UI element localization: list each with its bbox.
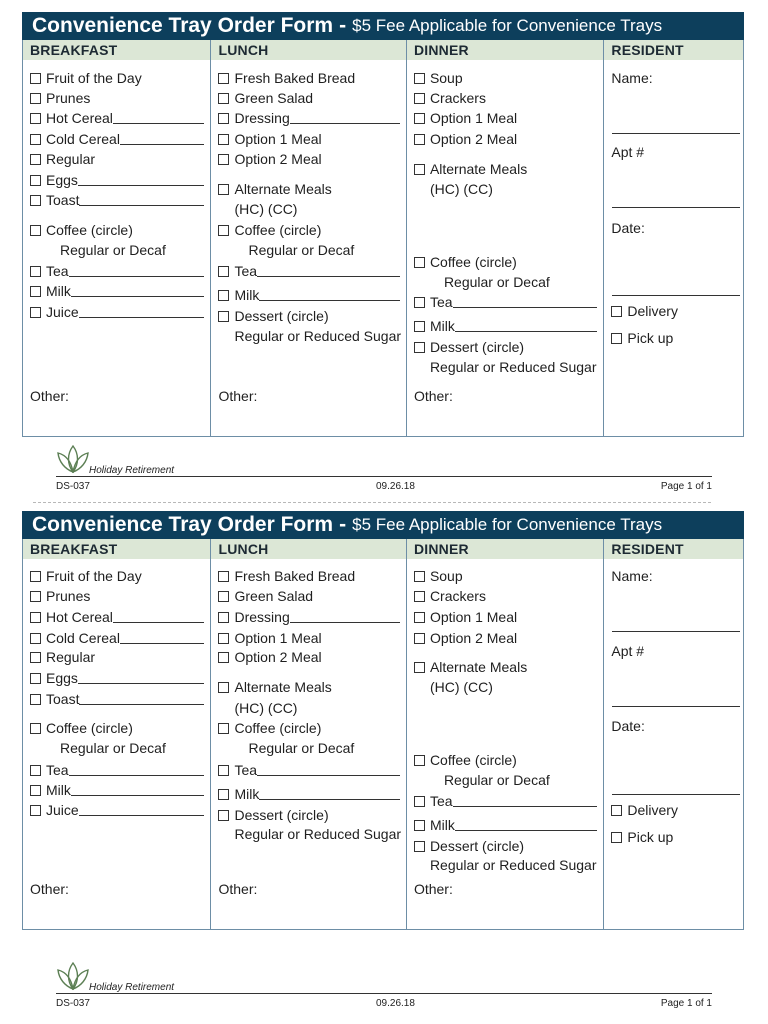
name-line[interactable] bbox=[612, 631, 740, 632]
page-number: Page 1 of 1 bbox=[660, 481, 712, 492]
lunch-coffee-options[interactable]: Regular or Decaf bbox=[248, 740, 355, 756]
lunch-column bbox=[211, 539, 406, 929]
lunch-salad-item[interactable]: Green Salad bbox=[218, 588, 399, 605]
dinner-dessert-options[interactable]: Regular or Reduced Sugar bbox=[429, 359, 597, 375]
lunch-other-label[interactable]: Other: bbox=[218, 388, 258, 404]
lotus-logo-icon bbox=[56, 961, 90, 993]
lunch-alternate-item[interactable]: Alternate Meals bbox=[218, 181, 399, 198]
breakfast-tea-item[interactable]: Tea bbox=[30, 762, 204, 779]
checkbox[interactable] bbox=[414, 820, 425, 831]
checkbox[interactable] bbox=[30, 225, 41, 236]
checkbox[interactable] bbox=[30, 307, 41, 318]
checkbox[interactable] bbox=[30, 591, 41, 602]
lunch-option2-item[interactable]: Option 2 Meal bbox=[218, 649, 399, 666]
apt-line[interactable] bbox=[612, 706, 740, 707]
checkbox[interactable] bbox=[30, 266, 41, 277]
resident-header: RESIDENT bbox=[604, 539, 743, 559]
checkbox[interactable] bbox=[414, 257, 425, 268]
resident-date-label: Date: bbox=[611, 220, 645, 236]
dinner-coffee-item[interactable]: Coffee (circle) bbox=[414, 254, 597, 271]
checkbox[interactable] bbox=[218, 652, 229, 663]
checkbox[interactable] bbox=[218, 266, 229, 277]
checkbox[interactable] bbox=[30, 673, 41, 684]
lunch-alternate-options[interactable]: (HC) (CC) bbox=[234, 700, 298, 716]
cut-line bbox=[33, 502, 711, 503]
checkbox[interactable] bbox=[218, 571, 229, 582]
checkbox[interactable] bbox=[414, 134, 425, 145]
fee-notice: $5 Fee Applicable for Convenience Trays bbox=[352, 515, 663, 534]
dinner-coffee-options[interactable]: Regular or Decaf bbox=[443, 274, 550, 290]
form-title: Convenience Tray Order Form bbox=[32, 14, 334, 37]
date-line[interactable] bbox=[612, 794, 740, 795]
write-in-line[interactable] bbox=[257, 275, 400, 277]
dinner-dessert-options[interactable]: Regular or Reduced Sugar bbox=[429, 857, 597, 873]
breakfast-eggs-item[interactable]: Eggs bbox=[30, 670, 204, 687]
write-in-line[interactable] bbox=[79, 703, 204, 705]
order-form-2 bbox=[22, 511, 744, 930]
write-in-line[interactable] bbox=[78, 682, 205, 684]
checkbox[interactable] bbox=[218, 184, 229, 195]
checkbox[interactable] bbox=[30, 73, 41, 84]
fee-notice: $5 Fee Applicable for Convenience Trays bbox=[352, 16, 663, 35]
checkbox[interactable] bbox=[30, 154, 41, 165]
lunch-dressing-item[interactable]: Dressing bbox=[218, 110, 399, 127]
checkbox[interactable] bbox=[30, 571, 41, 582]
lunch-alternate-options[interactable]: (HC) (CC) bbox=[234, 201, 298, 217]
revision-date: 09.26.18 bbox=[376, 481, 415, 492]
dinner-option2-item[interactable]: Option 2 Meal bbox=[414, 630, 597, 647]
write-in-line[interactable] bbox=[257, 774, 400, 776]
checkbox[interactable] bbox=[611, 832, 622, 843]
checkbox[interactable] bbox=[30, 694, 41, 705]
apt-line[interactable] bbox=[612, 207, 740, 208]
write-in-line[interactable] bbox=[71, 794, 205, 796]
brand-name: Holiday Retirement bbox=[89, 465, 175, 476]
dinner-soup-item[interactable]: Soup bbox=[414, 568, 597, 585]
write-in-line[interactable] bbox=[290, 621, 400, 623]
lunch-header: LUNCH bbox=[211, 40, 405, 60]
checkbox[interactable] bbox=[414, 571, 425, 582]
write-in-line[interactable] bbox=[120, 642, 205, 644]
breakfast-hot-cereal-item[interactable]: Hot Cereal bbox=[30, 110, 204, 127]
checkbox[interactable] bbox=[30, 805, 41, 816]
write-in-line[interactable] bbox=[455, 829, 598, 831]
breakfast-cold-cereal-item[interactable]: Cold Cereal bbox=[30, 131, 204, 148]
breakfast-milk-item[interactable]: Milk bbox=[30, 782, 204, 799]
resident-name-label: Name: bbox=[611, 70, 653, 86]
dinner-column bbox=[407, 40, 604, 436]
lunch-column bbox=[211, 40, 406, 436]
delivery-option[interactable]: Delivery bbox=[611, 802, 737, 819]
lunch-coffee-item[interactable]: Coffee (circle) bbox=[218, 720, 399, 737]
dinner-other-label[interactable]: Other: bbox=[413, 388, 453, 404]
checkbox[interactable] bbox=[414, 321, 425, 332]
checkbox[interactable] bbox=[414, 73, 425, 84]
dinner-option2-item[interactable]: Option 2 Meal bbox=[414, 131, 597, 148]
menu-columns bbox=[22, 539, 744, 930]
resident-column bbox=[604, 539, 743, 929]
breakfast-toast-item[interactable]: Toast bbox=[30, 691, 204, 708]
checkbox[interactable] bbox=[30, 134, 41, 145]
checkbox[interactable] bbox=[218, 73, 229, 84]
checkbox[interactable] bbox=[218, 723, 229, 734]
checkbox[interactable] bbox=[30, 785, 41, 796]
resident-apt-label: Apt # bbox=[611, 144, 645, 160]
checkbox[interactable] bbox=[414, 796, 425, 807]
checkbox[interactable] bbox=[611, 306, 622, 317]
title-separator: - bbox=[339, 14, 347, 37]
breakfast-other-label[interactable]: Other: bbox=[30, 388, 69, 404]
delivery-option[interactable]: Delivery bbox=[611, 303, 737, 320]
brand-name: Holiday Retirement bbox=[89, 982, 175, 993]
write-in-line[interactable] bbox=[69, 774, 205, 776]
dinner-option1-item[interactable]: Option 1 Meal bbox=[414, 110, 597, 127]
dinner-alternate-options[interactable]: (HC) (CC) bbox=[429, 181, 493, 197]
menu-columns bbox=[22, 40, 744, 437]
lunch-bread-item[interactable]: Fresh Baked Bread bbox=[218, 70, 399, 87]
breakfast-column bbox=[23, 539, 211, 929]
checkbox[interactable] bbox=[30, 723, 41, 734]
breakfast-juice-item[interactable]: Juice bbox=[30, 304, 204, 321]
dinner-milk-item[interactable]: Milk bbox=[414, 817, 597, 834]
resident-column bbox=[604, 40, 743, 436]
checkbox[interactable] bbox=[414, 113, 425, 124]
title-bar bbox=[22, 511, 744, 539]
write-in-line[interactable] bbox=[455, 330, 598, 332]
name-line[interactable] bbox=[612, 133, 740, 134]
dinner-dessert-item[interactable]: Dessert (circle) bbox=[414, 339, 597, 356]
write-in-line[interactable] bbox=[79, 316, 205, 318]
dinner-header: DINNER bbox=[407, 539, 603, 559]
dinner-tea-item[interactable]: Tea bbox=[414, 793, 597, 810]
checkbox[interactable] bbox=[218, 591, 229, 602]
checkbox[interactable] bbox=[30, 93, 41, 104]
breakfast-coffee-options[interactable]: Regular or Decaf bbox=[60, 740, 166, 756]
write-in-line[interactable] bbox=[290, 122, 400, 124]
breakfast-cold-cereal-item[interactable]: Cold Cereal bbox=[30, 630, 204, 647]
checkbox[interactable] bbox=[218, 682, 229, 693]
lunch-tea-item[interactable]: Tea bbox=[218, 263, 399, 280]
checkbox[interactable] bbox=[414, 755, 425, 766]
resident-header: RESIDENT bbox=[604, 40, 743, 60]
lunch-dressing-item[interactable]: Dressing bbox=[218, 609, 399, 626]
revision-date: 09.26.18 bbox=[376, 998, 415, 1009]
checkbox[interactable] bbox=[414, 662, 425, 673]
breakfast-other-label[interactable]: Other: bbox=[30, 881, 69, 897]
lunch-other-label[interactable]: Other: bbox=[218, 881, 258, 897]
checkbox[interactable] bbox=[218, 612, 229, 623]
write-in-line[interactable] bbox=[71, 295, 205, 297]
checkbox[interactable] bbox=[218, 93, 229, 104]
breakfast-header: BREAKFAST bbox=[23, 539, 210, 559]
dinner-alternate-item[interactable]: Alternate Meals bbox=[414, 161, 597, 178]
checkbox[interactable] bbox=[218, 765, 229, 776]
lunch-milk-item[interactable]: Milk bbox=[218, 786, 399, 803]
breakfast-coffee-options[interactable]: Regular or Decaf bbox=[60, 242, 166, 258]
breakfast-coffee-item[interactable]: Coffee (circle) bbox=[30, 720, 204, 737]
order-form-1 bbox=[22, 12, 744, 437]
checkbox[interactable] bbox=[218, 311, 229, 322]
breakfast-milk-item[interactable]: Milk bbox=[30, 283, 204, 300]
breakfast-regular-item[interactable]: Regular bbox=[30, 151, 204, 168]
dinner-other-label[interactable]: Other: bbox=[413, 881, 453, 897]
lunch-salad-item[interactable]: Green Salad bbox=[218, 90, 399, 107]
write-in-line[interactable] bbox=[259, 299, 400, 301]
dinner-tea-item[interactable]: Tea bbox=[414, 294, 597, 311]
checkbox[interactable] bbox=[218, 225, 229, 236]
checkbox[interactable] bbox=[414, 93, 425, 104]
breakfast-header: BREAKFAST bbox=[23, 40, 210, 60]
write-in-line[interactable] bbox=[113, 122, 205, 124]
checkbox[interactable] bbox=[414, 164, 425, 175]
checkbox[interactable] bbox=[414, 297, 425, 308]
lunch-dessert-item[interactable]: Dessert (circle) bbox=[218, 807, 399, 824]
breakfast-prunes-item[interactable]: Prunes bbox=[30, 90, 204, 107]
lunch-alternate-item[interactable]: Alternate Meals bbox=[218, 679, 399, 696]
resident-date-label: Date: bbox=[611, 718, 645, 734]
lunch-milk-item[interactable]: Milk bbox=[218, 287, 399, 304]
footer-rule bbox=[56, 476, 712, 477]
breakfast-coffee-item[interactable]: Coffee (circle) bbox=[30, 222, 204, 239]
dinner-soup-item[interactable]: Soup bbox=[414, 70, 597, 87]
write-in-line[interactable] bbox=[79, 204, 204, 206]
lunch-tea-item[interactable]: Tea bbox=[218, 762, 399, 779]
breakfast-tea-item[interactable]: Tea bbox=[30, 263, 204, 280]
checkbox[interactable] bbox=[30, 612, 41, 623]
checkbox[interactable] bbox=[218, 633, 229, 644]
lunch-coffee-options[interactable]: Regular or Decaf bbox=[248, 242, 355, 258]
checkbox[interactable] bbox=[218, 134, 229, 145]
page-number: Page 1 of 1 bbox=[660, 998, 712, 1009]
checkbox[interactable] bbox=[414, 342, 425, 353]
write-in-line[interactable] bbox=[259, 798, 400, 800]
title-separator: - bbox=[339, 513, 347, 536]
checkbox[interactable] bbox=[218, 810, 229, 821]
lunch-dessert-options[interactable]: Regular or Reduced Sugar bbox=[234, 826, 402, 842]
checkbox[interactable] bbox=[218, 154, 229, 165]
lotus-logo-icon bbox=[56, 444, 90, 476]
breakfast-column bbox=[23, 40, 211, 436]
write-in-line[interactable] bbox=[79, 814, 205, 816]
write-in-line[interactable] bbox=[113, 621, 205, 623]
lunch-option1-item[interactable]: Option 1 Meal bbox=[218, 630, 399, 647]
form-code: DS-037 bbox=[56, 481, 90, 492]
date-line[interactable] bbox=[612, 295, 740, 296]
checkbox[interactable] bbox=[611, 333, 622, 344]
dinner-crackers-item[interactable]: Crackers bbox=[414, 588, 597, 605]
checkbox[interactable] bbox=[414, 841, 425, 852]
checkbox[interactable] bbox=[218, 290, 229, 301]
dinner-alternate-item[interactable]: Alternate Meals bbox=[414, 659, 597, 676]
resident-name-label: Name: bbox=[611, 568, 653, 584]
checkbox[interactable] bbox=[218, 789, 229, 800]
dinner-alternate-options[interactable]: (HC) (CC) bbox=[429, 679, 493, 695]
breakfast-toast-item[interactable]: Toast bbox=[30, 192, 204, 209]
checkbox[interactable] bbox=[30, 195, 41, 206]
lunch-option1-item[interactable]: Option 1 Meal bbox=[218, 131, 399, 148]
checkbox[interactable] bbox=[414, 612, 425, 623]
breakfast-regular-item[interactable]: Regular bbox=[30, 649, 204, 666]
checkbox[interactable] bbox=[30, 113, 41, 124]
checkbox[interactable] bbox=[30, 652, 41, 663]
checkbox[interactable] bbox=[414, 633, 425, 644]
write-in-line[interactable] bbox=[120, 143, 205, 145]
write-in-line[interactable] bbox=[453, 306, 598, 308]
breakfast-fruit-item[interactable]: Fruit of the Day bbox=[30, 70, 204, 87]
dinner-coffee-options[interactable]: Regular or Decaf bbox=[443, 772, 550, 788]
write-in-line[interactable] bbox=[69, 275, 205, 277]
dinner-crackers-item[interactable]: Crackers bbox=[414, 90, 597, 107]
resident-apt-label: Apt # bbox=[611, 643, 645, 659]
lunch-header: LUNCH bbox=[211, 539, 405, 559]
checkbox[interactable] bbox=[611, 805, 622, 816]
lunch-dessert-options[interactable]: Regular or Reduced Sugar bbox=[234, 328, 402, 344]
dinner-dessert-item[interactable]: Dessert (circle) bbox=[414, 838, 597, 855]
write-in-line[interactable] bbox=[453, 805, 598, 807]
checkbox[interactable] bbox=[218, 113, 229, 124]
breakfast-juice-item[interactable]: Juice bbox=[30, 802, 204, 819]
write-in-line[interactable] bbox=[78, 184, 205, 186]
dinner-header: DINNER bbox=[407, 40, 603, 60]
checkbox[interactable] bbox=[414, 591, 425, 602]
pickup-option[interactable]: Pick up bbox=[611, 330, 737, 347]
breakfast-fruit-item[interactable]: Fruit of the Day bbox=[30, 568, 204, 585]
lunch-coffee-item[interactable]: Coffee (circle) bbox=[218, 222, 399, 239]
breakfast-prunes-item[interactable]: Prunes bbox=[30, 588, 204, 605]
lunch-option2-item[interactable]: Option 2 Meal bbox=[218, 151, 399, 168]
checkbox[interactable] bbox=[30, 175, 41, 186]
checkbox[interactable] bbox=[30, 286, 41, 297]
form-title: Convenience Tray Order Form bbox=[32, 513, 334, 536]
checkbox[interactable] bbox=[30, 633, 41, 644]
title-bar bbox=[22, 12, 744, 40]
lunch-bread-item[interactable]: Fresh Baked Bread bbox=[218, 568, 399, 585]
lunch-dessert-item[interactable]: Dessert (circle) bbox=[218, 308, 399, 325]
breakfast-hot-cereal-item[interactable]: Hot Cereal bbox=[30, 609, 204, 626]
dinner-milk-item[interactable]: Milk bbox=[414, 318, 597, 335]
dinner-coffee-item[interactable]: Coffee (circle) bbox=[414, 752, 597, 769]
dinner-column bbox=[407, 539, 604, 929]
footer-rule bbox=[56, 993, 712, 994]
form-code: DS-037 bbox=[56, 998, 90, 1009]
checkbox[interactable] bbox=[30, 765, 41, 776]
pickup-option[interactable]: Pick up bbox=[611, 829, 737, 846]
breakfast-eggs-item[interactable]: Eggs bbox=[30, 172, 204, 189]
dinner-option1-item[interactable]: Option 1 Meal bbox=[414, 609, 597, 626]
